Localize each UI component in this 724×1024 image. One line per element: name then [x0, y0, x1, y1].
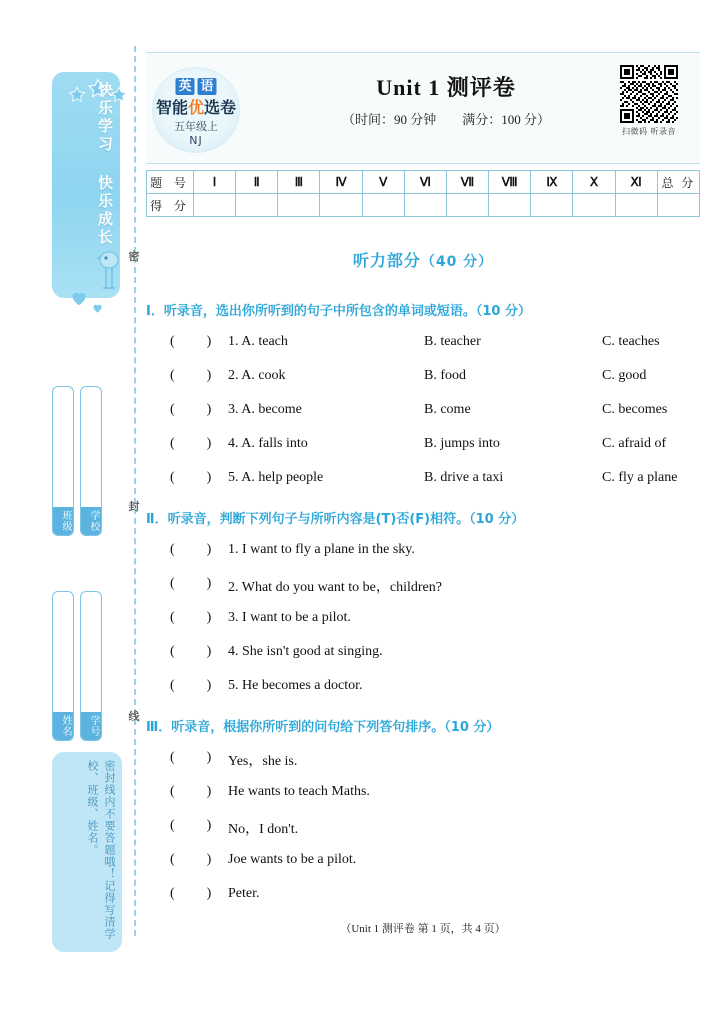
bird-icon	[96, 248, 122, 297]
list-item	[146, 436, 700, 470]
logo-series-left: 智能	[155, 98, 188, 117]
encouragement-banner	[52, 72, 120, 298]
list-item	[146, 818, 700, 852]
score-cell-1[interactable]	[194, 194, 236, 217]
option-c[interactable]: C. becomes	[602, 402, 668, 417]
info-field-school[interactable]	[80, 386, 102, 536]
answer-blank[interactable]: ( )	[170, 610, 212, 625]
option-b[interactable]: B. come	[424, 402, 471, 417]
score-cell-4[interactable]	[320, 194, 362, 217]
info-field-student-id[interactable]	[80, 591, 102, 741]
score-cell-5[interactable]	[362, 194, 404, 217]
list-item	[146, 334, 700, 368]
section-heading-3: Ⅲ．听录音，根据你所听到的问句给下列答句排序。（10 分）	[146, 720, 500, 735]
list-item	[146, 610, 700, 644]
exam-header	[146, 52, 700, 164]
list-item	[146, 678, 700, 712]
qr-block[interactable]	[614, 65, 684, 137]
score-col-2: Ⅱ	[236, 171, 278, 194]
logo-grade-block	[153, 120, 239, 148]
score-table	[146, 170, 700, 217]
option-b[interactable]: B. jumps into	[424, 436, 500, 451]
option-b[interactable]: B. food	[424, 368, 466, 383]
list-item	[146, 576, 700, 610]
page-footer: （Unit 1 测评卷 第 1 页，共 4 页）	[340, 923, 506, 935]
section-heading-1: Ⅰ．听录音，选出你所听到的句子中所包含的单词或短语。（10 分）	[146, 304, 531, 319]
answer-blank[interactable]: ( )	[170, 436, 212, 451]
qr-code-icon[interactable]	[620, 65, 678, 123]
part-title-points: （40 分）	[420, 254, 494, 270]
option-c[interactable]: C. fly a plane	[602, 470, 678, 485]
option-b[interactable]: B. drive a taxi	[424, 470, 504, 485]
exam-total-score: 满分：100 分）	[462, 112, 551, 127]
option-c[interactable]: C. afraid of	[602, 436, 667, 451]
series-logo	[152, 67, 240, 153]
list-item	[146, 470, 700, 504]
info-field-name[interactable]	[52, 591, 74, 741]
list-item	[146, 542, 700, 576]
statement-text: Joe wants to be a pilot.	[228, 852, 357, 867]
score-table-header-row	[147, 171, 700, 194]
heart-icon	[70, 290, 88, 311]
score-col-5: Ⅴ	[362, 171, 404, 194]
seal-mark-mi: 密	[128, 250, 140, 263]
banner-label: 快乐学习 快乐成长	[96, 82, 114, 247]
logo-series-highlight: 优	[187, 98, 205, 117]
exam-time: （时间：90 分钟	[341, 112, 437, 127]
statement-text: 2. What do you want to be，children?	[228, 580, 442, 595]
answer-blank[interactable]: ( )	[170, 542, 212, 557]
statement-text: No，I don't.	[228, 822, 299, 837]
seal-mark-xian: 线	[128, 710, 140, 723]
score-col-9: Ⅸ	[531, 171, 573, 194]
statement-text: He wants to teach Maths.	[228, 784, 370, 799]
logo-series-right: 选卷	[204, 98, 237, 117]
list-item	[146, 784, 700, 818]
score-col-1: Ⅰ	[194, 171, 236, 194]
list-item	[146, 368, 700, 402]
score-cell-total[interactable]	[657, 194, 699, 217]
statement-text: 4. She isn't good at singing.	[228, 644, 383, 659]
info-field-student-id-label: 学号	[81, 712, 101, 740]
answer-blank[interactable]: ( )	[170, 470, 212, 485]
answer-blank[interactable]: ( )	[170, 886, 212, 901]
score-table-row-label-score: 得 分	[147, 194, 194, 217]
exam-meta	[296, 109, 596, 128]
answer-blank[interactable]: ( )	[170, 334, 212, 349]
statement-text: 3. I want to be a pilot.	[228, 610, 351, 625]
option-c[interactable]: C. teaches	[602, 334, 660, 349]
list-item	[146, 644, 700, 678]
option-b[interactable]: B. teacher	[424, 334, 481, 349]
logo-grade: 五年级上	[174, 120, 218, 133]
answer-blank[interactable]: ( )	[170, 818, 212, 833]
seal-note	[52, 752, 122, 952]
heart-icon	[92, 300, 103, 318]
part-title-label: 听力部分	[352, 251, 421, 270]
answer-blank[interactable]: ( )	[170, 750, 212, 765]
score-cell-11[interactable]	[615, 194, 657, 217]
option-a[interactable]: 3. A. become	[228, 402, 302, 417]
score-cell-9[interactable]	[531, 194, 573, 217]
option-a[interactable]: 1. A. teach	[228, 334, 288, 349]
option-a[interactable]: 5. A. help people	[228, 470, 324, 485]
score-cell-8[interactable]	[489, 194, 531, 217]
section-heading-2: Ⅱ．听录音，判断下列句子与所听内容是(T)否(F)相符。（10 分）	[146, 512, 525, 527]
score-col-8: Ⅷ	[489, 171, 531, 194]
statement-text: Peter.	[228, 886, 260, 901]
score-col-7: Ⅶ	[446, 171, 488, 194]
list-item	[146, 886, 700, 920]
statement-text: 5. He becomes a doctor.	[228, 678, 363, 693]
list-item	[146, 852, 700, 886]
answer-blank[interactable]: ( )	[170, 784, 212, 799]
score-cell-3[interactable]	[278, 194, 320, 217]
score-col-4: Ⅳ	[320, 171, 362, 194]
logo-edition: NJ	[189, 134, 203, 147]
list-item	[146, 750, 700, 784]
answer-blank[interactable]: ( )	[170, 368, 212, 383]
score-col-total: 总 分	[657, 171, 699, 194]
info-field-name-label: 姓名	[53, 712, 73, 740]
answer-blank[interactable]: ( )	[170, 576, 212, 591]
score-table-row-label-number: 题 号	[147, 171, 194, 194]
score-cell-7[interactable]	[446, 194, 488, 217]
info-field-school-label: 学校	[81, 507, 101, 535]
score-cell-10[interactable]	[573, 194, 615, 217]
option-a[interactable]: 4. A. falls into	[228, 436, 308, 451]
seal-note-text: 密封线内不要答题哦！记得写清学校、班级、姓名。	[86, 760, 116, 940]
logo-subject-char-2: 语	[198, 78, 217, 95]
score-cell-6[interactable]	[404, 194, 446, 217]
seal-column	[36, 46, 146, 940]
score-col-6: Ⅵ	[404, 171, 446, 194]
score-col-10: Ⅹ	[573, 171, 615, 194]
part-title	[146, 248, 700, 271]
option-a[interactable]: 2. A. cook	[228, 368, 286, 383]
logo-series-name	[156, 98, 236, 117]
statement-text: Yes，she is.	[228, 754, 298, 769]
statement-text: 1. I want to fly a plane in the sky.	[228, 542, 415, 557]
logo-subject-char-1: 英	[175, 78, 194, 95]
answer-blank[interactable]: ( )	[170, 852, 212, 867]
logo-subject	[175, 78, 216, 95]
score-col-11: Ⅺ	[615, 171, 657, 194]
score-table-value-row	[147, 194, 700, 217]
seal-mark-feng: 封	[128, 500, 140, 513]
page-title: Unit 1 测评卷	[376, 75, 516, 100]
score-cell-2[interactable]	[236, 194, 278, 217]
score-col-3: Ⅲ	[278, 171, 320, 194]
answer-blank[interactable]: ( )	[170, 644, 212, 659]
info-field-class-label: 班级	[53, 507, 73, 535]
list-item	[146, 402, 700, 436]
option-c[interactable]: C. good	[602, 368, 647, 383]
qr-caption: 扫微码 听录音	[621, 127, 677, 136]
answer-blank[interactable]: ( )	[170, 678, 212, 693]
info-field-class[interactable]	[52, 386, 74, 536]
answer-blank[interactable]: ( )	[170, 402, 212, 417]
